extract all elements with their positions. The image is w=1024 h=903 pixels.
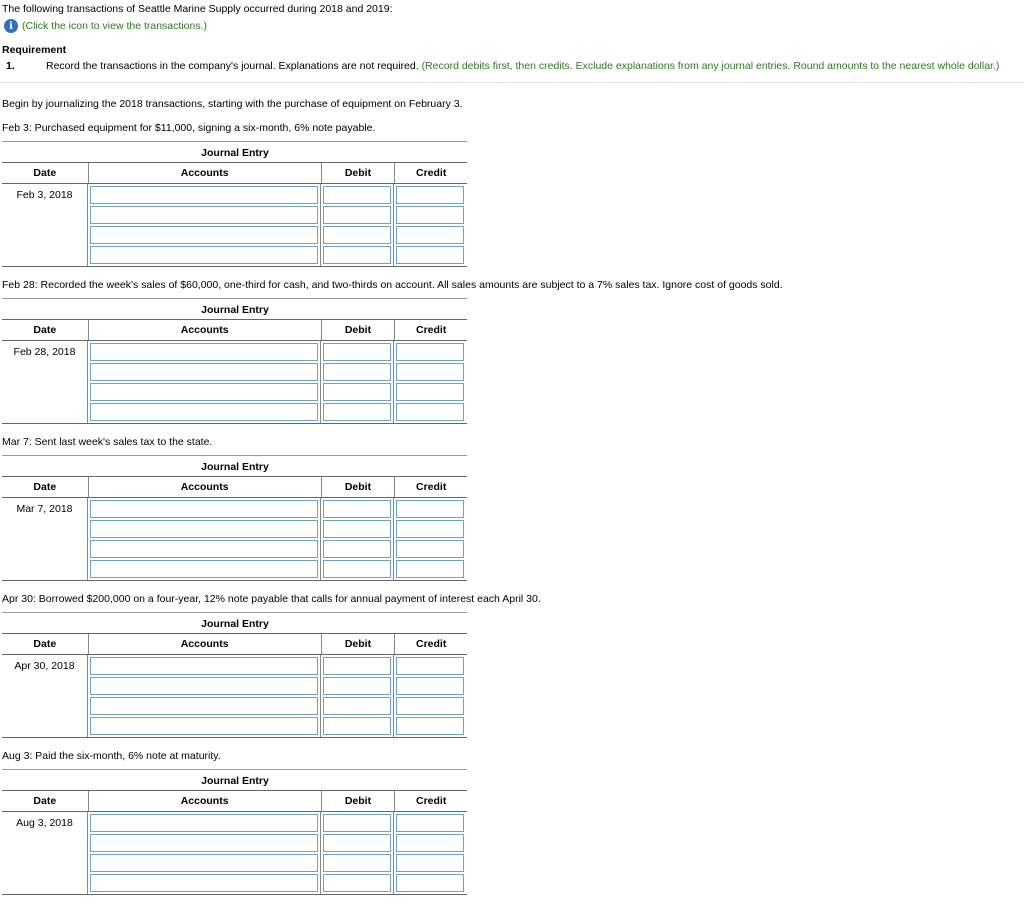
requirement-note: (Record debits first, then credits. Exclude explanations from any journal entries. Round amounts to the nearest whole dollar.) [421, 60, 1000, 72]
debit-column [321, 655, 394, 737]
account-input[interactable] [90, 226, 318, 244]
account-input[interactable] [90, 697, 318, 715]
date-header: Date [2, 477, 89, 497]
credit-input[interactable] [396, 657, 464, 675]
debit-input[interactable] [323, 697, 391, 715]
account-input[interactable] [90, 383, 318, 401]
account-input[interactable] [90, 560, 318, 578]
credit-input[interactable] [396, 343, 464, 361]
journal-entry-table [2, 769, 467, 895]
debit-input[interactable] [323, 717, 391, 735]
account-input[interactable] [90, 363, 318, 381]
credit-column [394, 655, 466, 737]
credit-input[interactable] [396, 834, 464, 852]
credit-header: Credit [415, 167, 447, 179]
transaction-description: Aug 3: Paid the six-month, 6% note at maturity. [2, 750, 221, 762]
entry-date: Apr 30, 2018 [2, 655, 88, 737]
account-input[interactable] [90, 834, 318, 852]
table-header [2, 476, 467, 498]
acct-column [88, 341, 321, 423]
table-body [2, 812, 467, 895]
debit-input[interactable] [323, 677, 391, 695]
debit-input[interactable] [323, 500, 391, 518]
debit-input[interactable] [323, 540, 391, 558]
accounts-header: Accounts [89, 163, 322, 183]
journal-entry-title: Journal Entry [201, 147, 269, 159]
requirement-heading: Requirement [2, 44, 67, 56]
credit-input[interactable] [396, 226, 464, 244]
date-header: Date [2, 163, 89, 183]
journal-entry-table [2, 141, 467, 267]
debit-input[interactable] [323, 834, 391, 852]
credit-input[interactable] [396, 520, 464, 538]
account-input[interactable] [90, 874, 318, 892]
debit-input[interactable] [323, 814, 391, 832]
debit-input[interactable] [323, 186, 391, 204]
credit-input[interactable] [396, 363, 464, 381]
account-input[interactable] [90, 677, 318, 695]
credit-input[interactable] [396, 383, 464, 401]
credit-header: Credit [415, 481, 447, 493]
credit-column [394, 498, 466, 580]
debit-header: Debit [322, 163, 396, 183]
journal-entry-title: Journal Entry [201, 304, 269, 316]
accounts-header: Accounts [89, 320, 322, 340]
account-input[interactable] [90, 520, 318, 538]
account-input[interactable] [90, 500, 318, 518]
date-header: Date [2, 320, 89, 340]
date-header: Date [2, 791, 89, 811]
debit-input[interactable] [323, 226, 391, 244]
account-input[interactable] [90, 206, 318, 224]
view-transactions-link[interactable]: (Click the icon to view the transactions.) [22, 20, 207, 32]
credit-header: Credit [415, 795, 447, 807]
journal-entry-table [2, 455, 467, 581]
journal-entry-title: Journal Entry [201, 775, 269, 787]
table-body [2, 184, 467, 267]
transaction-description: Apr 30: Borrowed $200,000 on a four-year, 12% note payable that calls for annual payment of interest each April 30. [2, 593, 541, 605]
credit-input[interactable] [396, 854, 464, 872]
credit-header: Credit [415, 638, 447, 650]
credit-column [394, 341, 466, 423]
journal-entry-title: Journal Entry [201, 618, 269, 630]
requirement-number: 1. [6, 60, 15, 72]
credit-input[interactable] [396, 403, 464, 421]
requirement-text [46, 60, 999, 72]
credit-input[interactable] [396, 697, 464, 715]
acct-column [88, 184, 321, 266]
debit-column [321, 341, 394, 423]
credit-input[interactable] [396, 246, 464, 264]
debit-column [321, 812, 394, 894]
acct-column [88, 498, 321, 580]
debit-header: Debit [322, 320, 396, 340]
debit-column [321, 184, 394, 266]
account-input[interactable] [90, 657, 318, 675]
journal-entry-table [2, 298, 467, 424]
credit-input[interactable] [396, 677, 464, 695]
credit-input[interactable] [396, 560, 464, 578]
begin-instruction: Begin by journalizing the 2018 transactions, starting with the purchase of equipment on February 3. [2, 98, 463, 110]
view-transactions-row [4, 19, 207, 33]
debit-input[interactable] [323, 383, 391, 401]
debit-column [321, 498, 394, 580]
account-input[interactable] [90, 343, 318, 361]
problem-intro: The following transactions of Seattle Marine Supply occurred during 2018 and 2019: [2, 3, 393, 15]
debit-input[interactable] [323, 403, 391, 421]
credit-input[interactable] [396, 874, 464, 892]
credit-input[interactable] [396, 814, 464, 832]
table-header [2, 162, 467, 184]
journal-entry-title: Journal Entry [201, 461, 269, 473]
debit-header: Debit [322, 477, 396, 497]
entry-date: Feb 3, 2018 [2, 184, 88, 266]
requirement-instruction: Record the transactions in the company's journal. Explanations are not required. [46, 60, 419, 72]
transaction-description: Mar 7: Sent last week's sales tax to the state. [2, 436, 213, 448]
credit-input[interactable] [396, 206, 464, 224]
credit-column [394, 184, 466, 266]
credit-column [394, 812, 466, 894]
acct-column [88, 655, 321, 737]
account-input[interactable] [90, 403, 318, 421]
debit-input[interactable] [323, 246, 391, 264]
account-input[interactable] [90, 540, 318, 558]
entry-date: Feb 28, 2018 [2, 341, 88, 423]
account-input[interactable] [90, 814, 318, 832]
date-header: Date [2, 634, 89, 654]
accounts-header: Accounts [89, 791, 322, 811]
table-body [2, 341, 467, 424]
credit-input[interactable] [396, 500, 464, 518]
debit-input[interactable] [323, 206, 391, 224]
debit-input[interactable] [323, 343, 391, 361]
accounts-header: Accounts [89, 477, 322, 497]
credit-input[interactable] [396, 186, 464, 204]
acct-column [88, 812, 321, 894]
credit-input[interactable] [396, 540, 464, 558]
account-input[interactable] [90, 717, 318, 735]
transaction-description: Feb 3: Purchased equipment for $11,000, signing a six-month, 6% note payable. [2, 122, 376, 134]
transaction-description: Feb 28: Recorded the week's sales of $60,000, one-third for cash, and two-thirds on account. All sales amounts are subject to a 7% sales tax. Ignore cost of goods sold. [2, 279, 783, 291]
table-header [2, 319, 467, 341]
entry-date: Aug 3, 2018 [2, 812, 88, 894]
debit-header: Debit [322, 791, 396, 811]
credit-input[interactable] [396, 717, 464, 735]
accounts-header: Accounts [89, 634, 322, 654]
credit-header: Credit [415, 324, 447, 336]
account-input[interactable] [90, 854, 318, 872]
debit-input[interactable] [323, 874, 391, 892]
account-input[interactable] [90, 186, 318, 204]
debit-input[interactable] [323, 560, 391, 578]
section-divider [0, 82, 1024, 83]
debit-input[interactable] [323, 363, 391, 381]
journal-entry-table [2, 612, 467, 738]
debit-input[interactable] [323, 657, 391, 675]
debit-input[interactable] [323, 854, 391, 872]
table-body [2, 498, 467, 581]
table-body [2, 655, 467, 738]
info-icon[interactable]: i [4, 19, 18, 33]
debit-input[interactable] [323, 520, 391, 538]
table-header [2, 633, 467, 655]
debit-header: Debit [322, 634, 396, 654]
table-header [2, 790, 467, 812]
account-input[interactable] [90, 246, 318, 264]
entry-date: Mar 7, 2018 [2, 498, 88, 580]
